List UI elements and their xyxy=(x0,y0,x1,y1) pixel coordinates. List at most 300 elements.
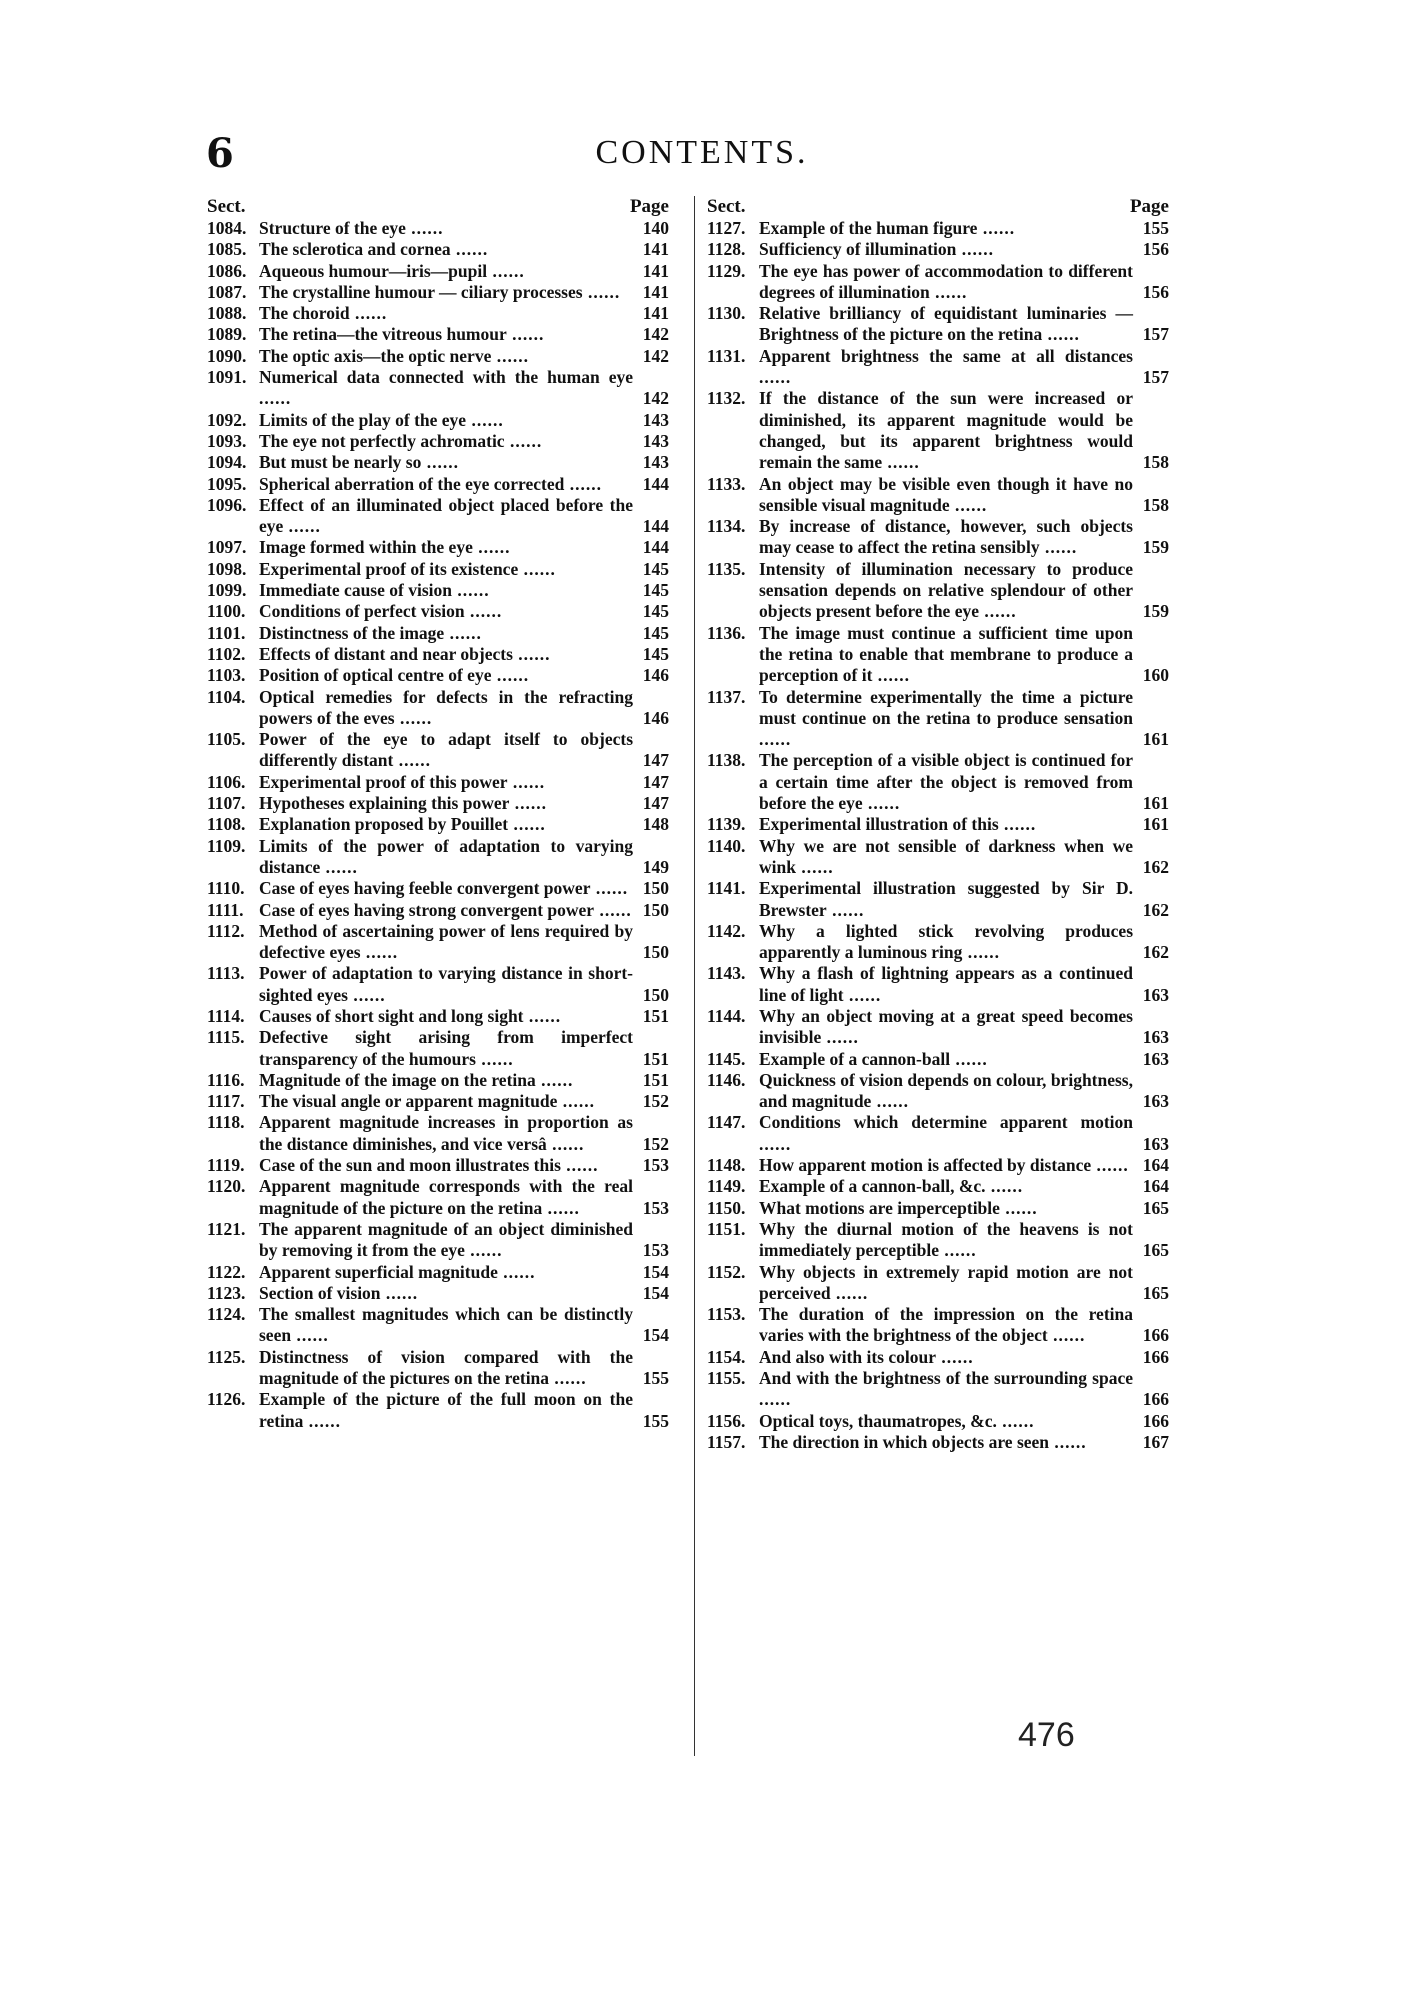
toc-entry xyxy=(207,1304,669,1347)
page-stamp: 476 xyxy=(1018,1716,1075,1754)
leader-dots: ...... xyxy=(509,793,547,814)
page-ref: 151 xyxy=(642,1048,669,1069)
entry-title: Case of eyes having feeble convergent power xyxy=(259,878,591,899)
leader-dots: ...... xyxy=(491,345,529,366)
page-ref: 150 xyxy=(642,984,669,1005)
toc-entry xyxy=(207,836,669,879)
page-ref: 154 xyxy=(642,1261,669,1282)
section-number: 1093. xyxy=(207,430,247,451)
page-ref: 141 xyxy=(642,260,669,281)
section-number: 1104. xyxy=(207,686,246,707)
leader-dots: ...... xyxy=(998,814,1037,835)
section-number: 1084. xyxy=(207,218,247,238)
section-number: 1149. xyxy=(707,1176,746,1197)
toc-entry xyxy=(207,1389,669,1432)
section-number: 1096. xyxy=(207,494,247,515)
entry-title: But must be nearly so xyxy=(259,452,422,473)
page-ref: 144 xyxy=(642,473,669,494)
page-ref: 162 xyxy=(1142,942,1169,963)
section-number: 1126. xyxy=(207,1389,246,1410)
section-number: 1127. xyxy=(707,218,746,238)
leader-dots: ...... xyxy=(935,1346,974,1367)
entry-title: Numerical data connected with the human eye xyxy=(259,367,633,388)
toc-entry xyxy=(207,474,669,495)
entry-title: Why an object moving at a great speed becomes invisible xyxy=(759,1005,1133,1048)
toc-entry xyxy=(207,452,669,473)
leader-dots: ...... xyxy=(507,771,546,792)
entry-title: Apparent superficial magnitude xyxy=(259,1261,498,1282)
toc-entry xyxy=(207,495,669,538)
section-number: 1116. xyxy=(207,1069,245,1090)
entry-title: Experimental illustration suggested by Sir D. Brewster xyxy=(759,878,1133,920)
section-number: 1152. xyxy=(707,1261,746,1282)
toc-entry xyxy=(207,1176,669,1219)
leader-dots: ...... xyxy=(506,324,545,345)
toc-entry xyxy=(707,1070,1169,1113)
section-number: 1085. xyxy=(207,239,247,260)
page-heading: Page xyxy=(629,196,669,217)
entry-title: Power of adaptation to varying distance in short-sighted eyes xyxy=(259,963,633,1005)
leader-dots: ...... xyxy=(320,856,358,877)
toc-entry xyxy=(707,836,1169,879)
toc-entry xyxy=(207,218,669,239)
page-ref: 158 xyxy=(1142,494,1169,515)
page-ref: 149 xyxy=(642,856,669,877)
section-number: 1087. xyxy=(207,281,247,302)
page-ref: 165 xyxy=(1142,1240,1169,1261)
page-ref: 156 xyxy=(1142,239,1169,260)
section-number: 1136. xyxy=(707,622,746,643)
section-number: 1132. xyxy=(707,388,746,409)
toc-entry xyxy=(207,900,669,921)
entry-title: The crystalline humour — ciliary processes xyxy=(259,281,583,302)
section-number: 1151. xyxy=(707,1218,746,1239)
entry-title: The choroid xyxy=(259,303,350,324)
section-number: 1139. xyxy=(707,814,746,835)
toc-entry xyxy=(707,1347,1169,1368)
entry-title: Conditions of perfect vision xyxy=(259,601,465,622)
entry-title: Limits of the play of the eye xyxy=(259,409,467,430)
toc-entry xyxy=(707,559,1169,623)
leader-dots: ...... xyxy=(451,580,490,601)
section-number: 1142. xyxy=(707,920,746,941)
toc-entry xyxy=(207,431,669,452)
leader-dots: ...... xyxy=(303,1410,342,1431)
leader-dots: ...... xyxy=(950,1048,988,1069)
leader-dots: ...... xyxy=(497,1261,536,1282)
page-ref: 163 xyxy=(1142,1048,1169,1069)
section-number: 1119. xyxy=(207,1155,245,1176)
page-ref: 142 xyxy=(642,324,669,345)
section-number: 1145. xyxy=(707,1048,746,1069)
page-ref: 163 xyxy=(1142,1091,1169,1112)
section-number: 1148. xyxy=(707,1155,746,1176)
page-ref: 142 xyxy=(642,345,669,366)
section-number: 1109. xyxy=(207,835,246,856)
toc-entry xyxy=(207,1091,669,1112)
leader-dots: ...... xyxy=(871,1091,909,1112)
entry-title: Intensity of illumination necessary to produce sensation depends on relative splendour of other objects present before the eye xyxy=(759,558,1133,622)
entry-title: Immediate cause of vision xyxy=(259,580,452,601)
leader-dots: ...... xyxy=(518,558,556,579)
section-number: 1137. xyxy=(707,686,746,707)
page-ref: 161 xyxy=(1142,814,1169,835)
page-heading: Page xyxy=(1129,196,1169,217)
section-number: 1147. xyxy=(707,1112,746,1133)
leader-dots: ...... xyxy=(475,1048,514,1069)
contents-column-right xyxy=(707,196,1169,1453)
section-number: 1144. xyxy=(707,1005,746,1026)
page-ref: 146 xyxy=(642,665,669,686)
entry-title: Apparent magnitude increases in proportion as the distance diminishes, and vice versâ xyxy=(259,1112,633,1154)
page-ref: 156 xyxy=(1142,281,1169,302)
page-ref: 166 xyxy=(1142,1410,1169,1431)
section-number: 1113. xyxy=(207,963,245,984)
leader-dots: ...... xyxy=(977,218,1016,238)
toc-entry xyxy=(707,1198,1169,1219)
leader-dots: ...... xyxy=(996,1410,1035,1431)
toc-entry xyxy=(207,772,669,793)
toc-entry xyxy=(207,665,669,686)
page-ref: 150 xyxy=(642,878,669,899)
section-number: 1110. xyxy=(207,878,245,899)
entry-title: Example of the human figure xyxy=(759,218,978,238)
entry-title: Power of the eye to adapt itself to objects differently distant xyxy=(259,729,633,771)
section-number: 1105. xyxy=(207,729,246,750)
toc-entry xyxy=(707,474,1169,517)
leader-dots: ...... xyxy=(472,537,511,558)
section-number: 1121. xyxy=(207,1218,246,1239)
leader-dots: ...... xyxy=(394,707,433,728)
leader-dots: ...... xyxy=(882,452,920,473)
section-number: 1138. xyxy=(707,750,746,771)
section-number: 1100. xyxy=(207,601,246,622)
entry-title: Structure of the eye xyxy=(259,218,406,238)
page-ref: 155 xyxy=(642,1410,669,1431)
toc-entry xyxy=(707,963,1169,1006)
entry-title: Relative brilliancy of equidistant luminaries — Brightness of the picture on the retina xyxy=(759,303,1133,345)
leader-dots: ...... xyxy=(843,984,882,1005)
toc-entry xyxy=(707,1432,1169,1453)
section-number: 1106. xyxy=(207,771,246,792)
section-number: 1135. xyxy=(707,558,746,579)
leader-dots: ...... xyxy=(759,729,792,750)
section-number: 1150. xyxy=(707,1197,746,1218)
leader-dots: ...... xyxy=(444,622,482,643)
page-ref: 154 xyxy=(642,1282,669,1303)
page-ref: 167 xyxy=(1142,1431,1169,1452)
page-ref: 141 xyxy=(642,239,669,260)
entry-title: Section of vision xyxy=(259,1282,381,1303)
toc-entry xyxy=(207,729,669,772)
entry-title: Effects of distant and near objects xyxy=(259,643,513,664)
section-number: 1089. xyxy=(207,324,247,345)
leader-dots: ...... xyxy=(1047,1325,1086,1346)
leader-dots: ...... xyxy=(1042,324,1080,345)
toc-entry xyxy=(207,346,669,367)
page-ref: 143 xyxy=(642,452,669,473)
toc-entry xyxy=(207,793,669,814)
entry-title: Example of a cannon-ball xyxy=(759,1048,951,1069)
page-ref: 153 xyxy=(642,1155,669,1176)
toc-entry xyxy=(207,1219,669,1262)
leader-dots: ...... xyxy=(564,473,602,494)
toc-entry xyxy=(207,367,669,410)
leader-dots: ...... xyxy=(487,260,525,281)
entry-title: Aqueous humour—iris—pupil xyxy=(259,260,488,281)
toc-entry xyxy=(707,623,1169,687)
leader-dots: ...... xyxy=(557,1091,595,1112)
toc-entry xyxy=(207,623,669,644)
toc-entry xyxy=(707,921,1169,964)
leader-dots: ...... xyxy=(1039,537,1078,558)
leader-dots: ...... xyxy=(1049,1431,1087,1452)
toc-entry xyxy=(207,1155,669,1176)
toc-entry xyxy=(707,261,1169,304)
section-number: 1102. xyxy=(207,643,246,664)
leader-dots: ...... xyxy=(546,1133,585,1154)
section-number: 1107. xyxy=(207,793,246,814)
section-number: 1157. xyxy=(707,1431,746,1452)
page-ref: 141 xyxy=(642,303,669,324)
toc-entry xyxy=(207,921,669,964)
toc-entry xyxy=(207,324,669,345)
leader-dots: ...... xyxy=(504,430,543,451)
section-number: 1111. xyxy=(207,899,244,920)
section-number: 1129. xyxy=(707,260,746,281)
toc-entry xyxy=(707,303,1169,346)
leader-dots: ...... xyxy=(508,814,546,835)
page-ref: 151 xyxy=(642,1069,669,1090)
entry-title: The duration of the impression on the retina varies with the brightness of the object xyxy=(759,1304,1133,1346)
leader-dots: ...... xyxy=(956,239,994,260)
leader-dots: ...... xyxy=(1091,1155,1129,1176)
entry-title: The image must continue a sufficient time upon the retina to enable that membrane to produce a perception of it xyxy=(759,622,1133,686)
entry-title: The visual angle or apparent magnitude xyxy=(259,1091,558,1112)
section-number: 1153. xyxy=(707,1304,746,1325)
page-ref: 151 xyxy=(642,1005,669,1026)
section-number: 1098. xyxy=(207,558,247,579)
section-number: 1095. xyxy=(207,473,247,494)
page-ref: 145 xyxy=(642,643,669,664)
section-number: 1133. xyxy=(707,473,746,494)
page-number: 6 xyxy=(206,130,234,177)
toc-entry xyxy=(207,1027,669,1070)
entry-title: What motions are imperceptible xyxy=(759,1197,1000,1218)
section-number: 1128. xyxy=(707,239,746,260)
leader-dots: ...... xyxy=(464,601,503,622)
section-number: 1108. xyxy=(207,814,246,835)
page-ref: 144 xyxy=(642,516,669,537)
section-number: 1101. xyxy=(207,622,246,643)
entry-title: The eye has power of accommodation to different degrees of illumination xyxy=(759,260,1133,302)
page-title: CONTENTS. xyxy=(595,134,809,171)
page-ref: 157 xyxy=(1142,367,1169,388)
leader-dots: ...... xyxy=(491,665,530,686)
toc-entry xyxy=(207,580,669,601)
section-number: 1091. xyxy=(207,367,247,388)
leader-dots: ...... xyxy=(821,1027,859,1048)
toc-list-right xyxy=(707,218,1169,1453)
page-ref: 141 xyxy=(642,281,669,302)
entry-title: And with the brightness of the surrounding space xyxy=(759,1368,1133,1389)
section-number: 1140. xyxy=(707,835,746,856)
toc-entry xyxy=(207,410,669,431)
section-number: 1141. xyxy=(707,878,746,899)
leader-dots: ...... xyxy=(590,878,629,899)
page-ref: 147 xyxy=(642,793,669,814)
leader-dots: ...... xyxy=(795,856,834,877)
leader-dots: ...... xyxy=(594,899,632,920)
toc-entry xyxy=(707,239,1169,260)
toc-entry xyxy=(207,601,669,622)
page-ref: 153 xyxy=(642,1197,669,1218)
page-ref: 164 xyxy=(1142,1155,1169,1176)
page-ref: 154 xyxy=(642,1325,669,1346)
page-ref: 166 xyxy=(1142,1389,1169,1410)
page-ref: 148 xyxy=(642,814,669,835)
toc-entry xyxy=(707,1219,1169,1262)
leader-dots: ...... xyxy=(512,643,551,664)
page-ref: 163 xyxy=(1142,1027,1169,1048)
section-number: 1122. xyxy=(207,1261,246,1282)
section-number: 1120. xyxy=(207,1176,246,1197)
leader-dots: ...... xyxy=(949,494,988,515)
leader-dots: ...... xyxy=(523,1005,562,1026)
entry-title: Experimental proof of its existence xyxy=(259,558,519,579)
page-ref: 150 xyxy=(642,899,669,920)
page-ref: 159 xyxy=(1142,537,1169,558)
entry-title: Conditions which determine apparent motion xyxy=(759,1112,1133,1133)
section-number: 1094. xyxy=(207,452,247,473)
section-number: 1155. xyxy=(707,1368,746,1389)
entry-title: Experimental proof of this power xyxy=(259,771,508,792)
page-ref: 163 xyxy=(1142,984,1169,1005)
toc-entry xyxy=(207,1262,669,1283)
entry-title: Case of the sun and moon illustrates this xyxy=(259,1155,561,1176)
entry-title: Spherical aberration of the eye corrected xyxy=(259,473,565,494)
entry-title: Optical remedies for defects in the refracting powers of the eves xyxy=(259,686,633,728)
section-number: 1088. xyxy=(207,303,247,324)
page-ref: 140 xyxy=(642,218,669,238)
sect-heading: Sect. xyxy=(207,196,246,217)
leader-dots: ...... xyxy=(360,942,399,963)
section-number: 1090. xyxy=(207,345,247,366)
entry-title: Causes of short sight and long sight xyxy=(259,1005,524,1026)
leader-dots: ...... xyxy=(259,388,292,409)
toc-entry xyxy=(707,1262,1169,1305)
page-ref: 159 xyxy=(1142,601,1169,622)
leader-dots: ...... xyxy=(380,1282,419,1303)
leader-dots: ...... xyxy=(826,899,865,920)
page-ref: 145 xyxy=(642,601,669,622)
entry-title: How apparent motion is affected by distance xyxy=(759,1155,1092,1176)
entry-title: Defective sight arising from imperfect transparency of the humours xyxy=(259,1027,633,1069)
page-ref: 166 xyxy=(1142,1346,1169,1367)
toc-entry xyxy=(207,559,669,580)
entry-title: An object may be visible even though it have no sensible visual magnitude xyxy=(759,473,1133,515)
entry-title: And also with its colour xyxy=(759,1346,936,1367)
page-ref: 150 xyxy=(642,942,669,963)
section-number: 1118. xyxy=(207,1112,245,1133)
entry-title: Hypotheses explaining this power xyxy=(259,793,510,814)
toc-entry xyxy=(707,814,1169,835)
page-ref: 146 xyxy=(642,707,669,728)
entry-title: Example of a cannon-ball, &c. xyxy=(759,1176,986,1197)
section-number: 1115. xyxy=(207,1027,245,1048)
leader-dots: ...... xyxy=(347,984,386,1005)
toc-entry xyxy=(707,1112,1169,1155)
toc-entry xyxy=(207,1347,669,1390)
leader-dots: ...... xyxy=(582,281,621,302)
entry-title: Explanation proposed by Pouillet xyxy=(259,814,509,835)
section-number: 1130. xyxy=(707,303,746,324)
section-number: 1154. xyxy=(707,1346,746,1367)
toc-entry xyxy=(707,516,1169,559)
toc-entry xyxy=(707,1304,1169,1347)
entry-title: If the distance of the sun were increased or diminished, its apparent magnitude would be changed, but its apparent brightness would remain the same xyxy=(759,388,1133,473)
contents-column-left xyxy=(207,196,669,1432)
leader-dots: ...... xyxy=(450,239,489,260)
toc-entry xyxy=(207,282,669,303)
toc-entry xyxy=(707,1368,1169,1411)
page-ref: 143 xyxy=(642,430,669,451)
leader-dots: ...... xyxy=(393,750,431,771)
page-ref: 145 xyxy=(642,580,669,601)
section-number: 1117. xyxy=(207,1091,245,1112)
entry-title: Experimental illustration of this xyxy=(759,814,999,835)
leader-dots: ...... xyxy=(466,409,504,430)
section-number: 1146. xyxy=(707,1069,746,1090)
page-ref: 144 xyxy=(642,537,669,558)
page-ref: 147 xyxy=(642,771,669,792)
toc-entry xyxy=(207,1283,669,1304)
section-number: 1131. xyxy=(707,345,746,366)
column-header-right xyxy=(707,196,1169,218)
toc-entry xyxy=(207,687,669,730)
leader-dots: ...... xyxy=(962,942,1001,963)
leader-dots: ...... xyxy=(872,665,911,686)
entry-title: Position of optical centre of eye xyxy=(259,665,492,686)
page-ref: 157 xyxy=(1142,324,1169,345)
toc-entry xyxy=(207,1006,669,1027)
leader-dots: ...... xyxy=(999,1197,1038,1218)
toc-entry xyxy=(707,1176,1169,1197)
entry-title: Limits of the power of adaptation to varying distance xyxy=(259,835,633,877)
page-ref: 147 xyxy=(642,750,669,771)
entry-title: Example of the picture of the full moon on the retina xyxy=(259,1389,633,1431)
leader-dots: ...... xyxy=(283,516,321,537)
entry-title: The perception of a visible object is continued for a certain time after the object is removed from before the eye xyxy=(759,750,1133,814)
entry-title: Apparent magnitude corresponds with the real magnitude of the picture on the retina xyxy=(259,1176,633,1218)
entry-title: To determine experimentally the time a picture must continue on the retina to produce sensation xyxy=(759,686,1133,728)
toc-entry xyxy=(207,261,669,282)
entry-title: Method of ascertaining power of lens required by defective eyes xyxy=(259,920,633,963)
entry-title: The direction in which objects are seen xyxy=(759,1431,1050,1452)
toc-entry xyxy=(207,1070,669,1091)
entry-title: Apparent brightness the same at all distances xyxy=(759,345,1133,366)
entry-title: Quickness of vision depends on colour, brightness, and magnitude xyxy=(759,1069,1133,1112)
toc-entry xyxy=(707,687,1169,751)
entry-title: By increase of distance, however, such objects may cease to affect the retina sensibly xyxy=(759,516,1133,558)
toc-entry xyxy=(207,644,669,665)
page-ref: 152 xyxy=(642,1133,669,1154)
sect-heading: Sect. xyxy=(707,196,746,217)
page-ref: 162 xyxy=(1142,899,1169,920)
entry-title: The smallest magnitudes which can be distinctly seen xyxy=(259,1304,633,1346)
column-header-left xyxy=(207,196,669,218)
page-ref: 145 xyxy=(642,558,669,579)
